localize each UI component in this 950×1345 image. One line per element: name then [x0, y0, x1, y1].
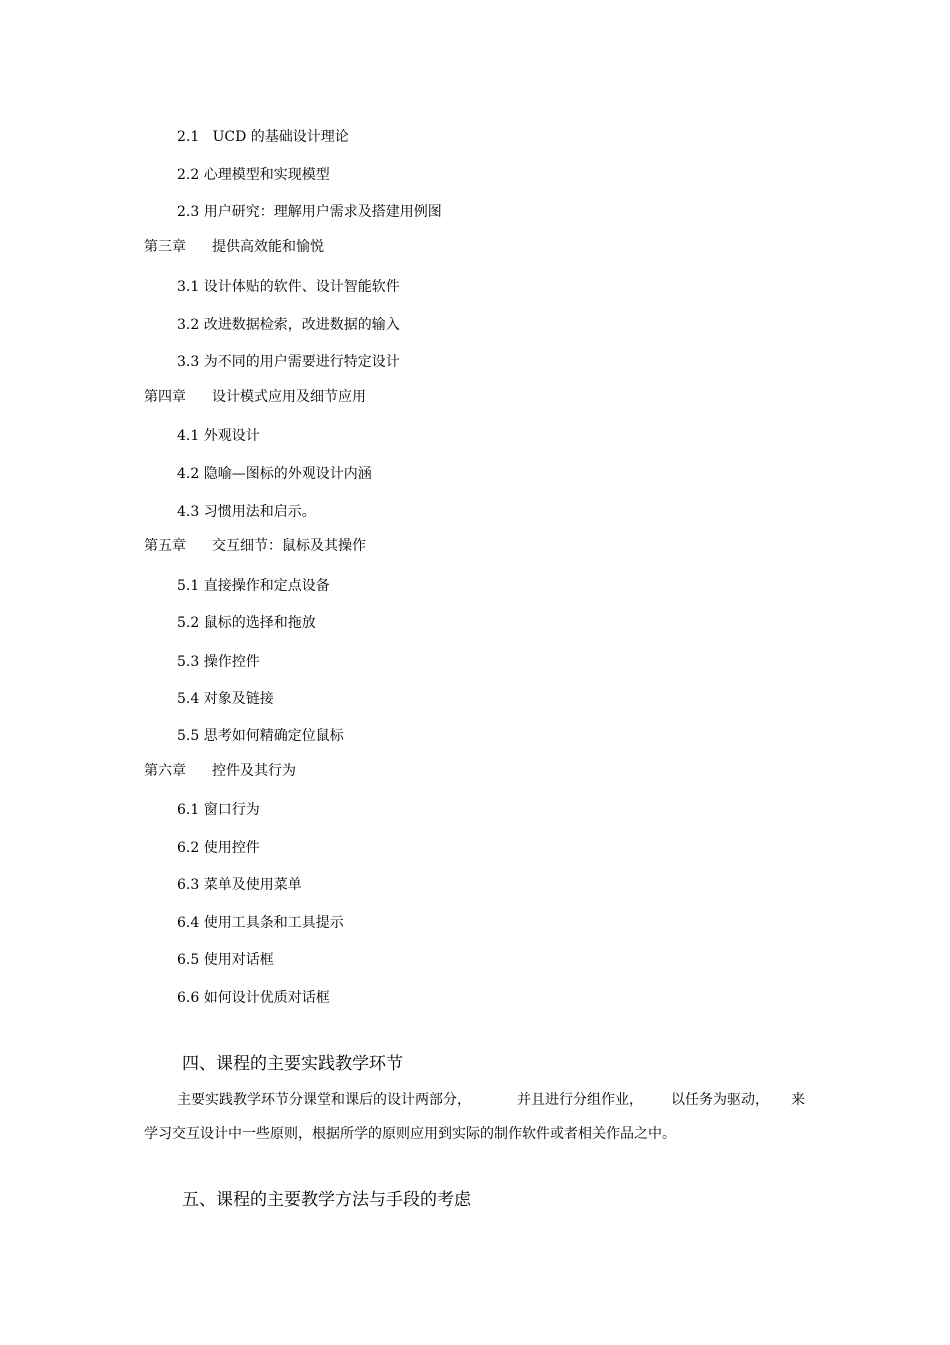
toc-item-4-2: 4.2 隐喻—图标的外观设计内涵 — [177, 466, 372, 482]
toc-item-5-1: 5.1 直接操作和定点设备 — [177, 578, 330, 594]
paragraph-segment: 主要实践教学环节分课堂和课后的设计两部分， — [177, 1092, 471, 1108]
toc-chapter-3 — [144, 237, 324, 257]
toc-item-4-3: 4.3 习惯用法和启示。 — [177, 504, 316, 520]
toc-item-2-1: 2.1 UCD 的基础设计理论 — [177, 129, 349, 145]
toc-item-2-2: 2.2 心理模型和实现模型 — [177, 167, 330, 183]
toc-item-4-1: 4.1 外观设计 — [177, 428, 260, 444]
chapter-number: 第五章 — [144, 538, 186, 554]
toc-chapter-5 — [144, 536, 366, 556]
toc-item-6-6: 6.6 如何设计优质对话框 — [177, 990, 330, 1006]
toc-item-5-2: 5.2 鼠标的选择和拖放 — [177, 615, 316, 631]
chapter-title: 提供高效能和愉悦 — [212, 239, 324, 255]
toc-item-3-1: 3.1 设计体贴的软件、设计智能软件 — [177, 279, 400, 295]
paragraph-segment: 来 — [791, 1092, 805, 1108]
toc-item-5-5: 5.5 思考如何精确定位鼠标 — [177, 728, 344, 744]
section-5-heading: 五、课程的主要教学方法与手段的考虑 — [182, 1190, 471, 1210]
toc-chapter-4 — [144, 387, 366, 407]
paragraph-segment: 并且进行分组作业， — [517, 1092, 643, 1108]
section-4-paragraph-line-2: 学习交互设计中一些原则，根据所学的原则应用到实际的制作软件或者相关作品之中。 — [144, 1126, 676, 1142]
section-4-paragraph-line-1 — [177, 1090, 805, 1110]
toc-item-3-3: 3.3 为不同的用户需要进行特定设计 — [177, 354, 400, 370]
paragraph-segment: 以任务为驱动， — [671, 1092, 769, 1108]
toc-item-6-2: 6.2 使用控件 — [177, 840, 260, 856]
chapter-title: 设计模式应用及细节应用 — [212, 389, 366, 405]
toc-item-6-1: 6.1 窗口行为 — [177, 802, 260, 818]
toc-item-6-4: 6.4 使用工具条和工具提示 — [177, 915, 344, 931]
chapter-number: 第三章 — [144, 239, 186, 255]
toc-item-5-3: 5.3 操作控件 — [177, 654, 260, 670]
toc-chapter-6 — [144, 761, 296, 781]
toc-item-5-4: 5.4 对象及链接 — [177, 691, 274, 707]
toc-item-2-3: 2.3 用户研究：理解用户需求及搭建用例图 — [177, 204, 442, 220]
toc-item-6-3: 6.3 菜单及使用菜单 — [177, 877, 302, 893]
chapter-title: 控件及其行为 — [212, 763, 296, 779]
section-4-heading: 四、课程的主要实践教学环节 — [182, 1054, 403, 1074]
chapter-number: 第四章 — [144, 389, 186, 405]
chapter-title: 交互细节：鼠标及其操作 — [212, 538, 366, 554]
chapter-number: 第六章 — [144, 763, 186, 779]
toc-item-3-2: 3.2 改进数据检索，改进数据的输入 — [177, 317, 400, 333]
toc-item-6-5: 6.5 使用对话框 — [177, 952, 274, 968]
